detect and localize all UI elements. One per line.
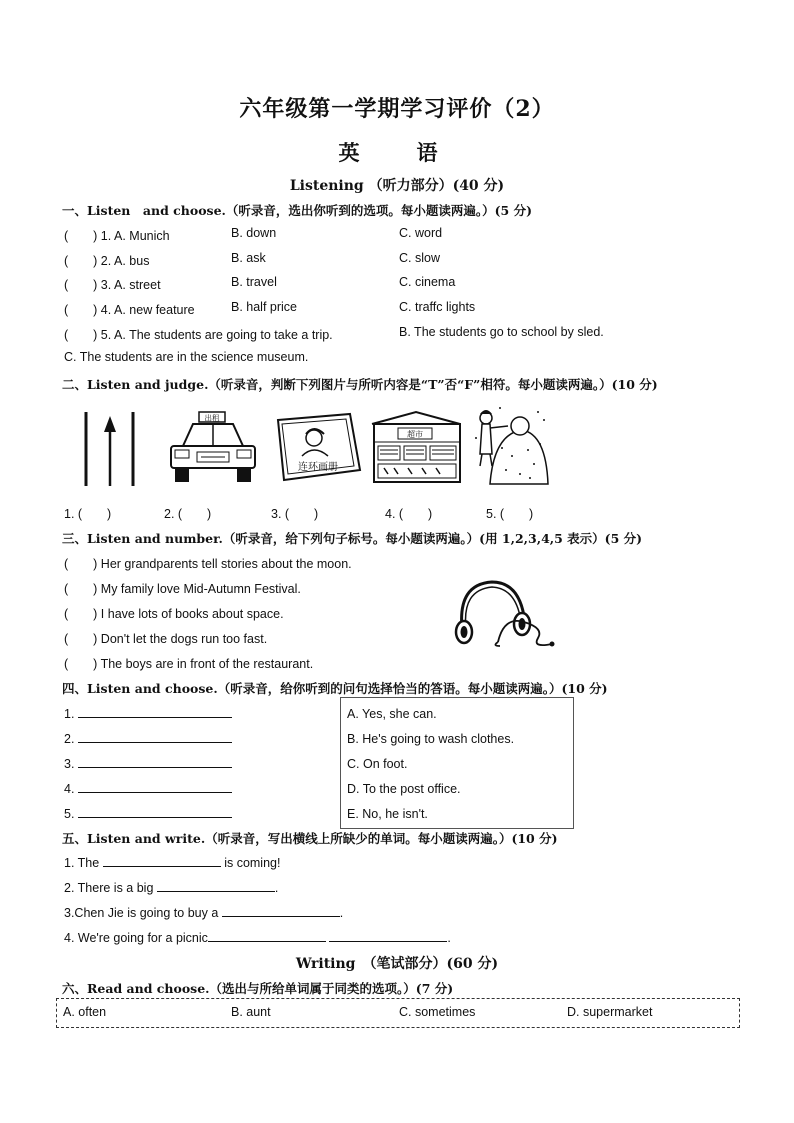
word-option-d: D. supermarket <box>567 1005 653 1019</box>
number-item-1: ( ) Her grandparents tell stories about the moon. <box>64 557 352 571</box>
q1-option-c: C. word <box>399 226 443 240</box>
answer-option-d: D. To the post office. <box>347 782 461 796</box>
section-2-heading: 二、Listen and judge.（听录音，判断下列图片与所听内容是“T”否“F”相符。每小题读两遍。）(10 分) <box>62 377 658 392</box>
q2-option-b: B. ask <box>231 251 266 265</box>
write-blank-2[interactable] <box>157 879 275 892</box>
market-sign-text: 超市 <box>407 430 423 439</box>
write-2-suffix: . <box>274 881 279 895</box>
picture-book-image <box>270 412 362 484</box>
judge-answer-3: 3. ( ) <box>271 507 319 521</box>
answer-num-4: 4. <box>64 782 75 796</box>
write-4-suffix: . <box>447 931 451 945</box>
answer-option-a: A. Yes, she can. <box>347 707 437 721</box>
number-item-5: ( ) The boys are in front of the restaurant. <box>64 657 314 671</box>
write-4-prefix: 4. We're going for a picnic <box>64 931 208 945</box>
q4-option-c: C. traffc lights <box>399 300 476 314</box>
answer-num-3: 3. <box>64 757 75 771</box>
taxi-picture <box>165 410 261 486</box>
q3-option-c: C. cinema <box>399 275 456 289</box>
q2-num: ( ) 2. A. bus <box>64 254 150 268</box>
q1-option-b: B. down <box>231 226 277 240</box>
write-1-suffix: is coming! <box>224 856 281 870</box>
answer-num-2: 2. <box>64 732 75 746</box>
section-1-heading: 一、Listen and choose.（听录音，选出你听到的选项。每小题读两遍。）(5 分) <box>62 203 533 218</box>
q5-option-a: ( ) 5. A. The students are going to take a trip. <box>64 328 333 342</box>
snowman-picture <box>472 404 552 490</box>
write-blank-4a[interactable] <box>208 929 326 942</box>
answer-option-b: B. He's going to wash clothes. <box>347 732 515 746</box>
answer-blank-2[interactable] <box>78 730 232 743</box>
answer-num-5: 5. <box>64 807 75 821</box>
number-item-2: ( ) My family love Mid-Autumn Festival. <box>64 582 301 596</box>
q4-num: ( ) 4. A. new feature <box>64 303 195 317</box>
word-option-a: A. often <box>63 1005 107 1019</box>
q3-num: ( ) 3. A. street <box>64 278 161 292</box>
judge-answer-1: 1. ( ) <box>64 507 112 521</box>
answer-blank-5[interactable] <box>78 805 232 818</box>
subject-title: 英 语 <box>338 140 456 165</box>
section-4-heading: 四、Listen and choose.（听录音，给你听到的问句选择恰当的答语。每小题读两遍。）(10 分) <box>62 681 608 696</box>
answer-num-1: 1. <box>64 707 75 721</box>
number-item-4: ( ) Don't let the dogs run too fast. <box>64 632 268 646</box>
page-title: 六年级第一学期学习评价（2） <box>239 96 555 122</box>
write-2-prefix: 2. There is a big <box>64 881 154 895</box>
book-title-text: 连环画册 <box>298 462 338 473</box>
writing-heading: Writing （笔试部分）(60 分) <box>295 956 499 972</box>
answer-blank-4[interactable] <box>78 780 232 793</box>
supermarket-picture <box>368 410 464 486</box>
q5-option-b: B. The students go to school by sled. <box>399 325 604 339</box>
section-3-heading: 三、Listen and number.（听录音，给下列句子标号。每小题读两遍。）(用 1,2,3,4,5 表示）(5 分) <box>62 531 643 546</box>
section-6-heading: 六、Read and choose.（选出与所给单词属于同类的选项。）(7 分) <box>62 981 454 996</box>
q3-option-b: B. travel <box>231 275 277 289</box>
write-3-suffix: . <box>339 906 344 920</box>
judge-answer-2: 2. ( ) <box>164 507 212 521</box>
write-blank-4b[interactable] <box>329 929 447 942</box>
answer-option-c: C. On foot. <box>347 757 408 771</box>
section-5-heading: 五、Listen and write.（听录音，写出横线上所缺少的单词。每小题读两遍。）(10 分) <box>62 831 558 846</box>
answer-options-box <box>340 697 574 829</box>
taxi-sign-text: 出租 <box>204 413 220 423</box>
q5-option-c: C. The students are in the science museum. <box>64 350 309 364</box>
word-option-b: B. aunt <box>231 1005 271 1019</box>
judge-answer-4: 4. ( ) <box>385 507 433 521</box>
q2-option-c: C. slow <box>399 251 440 265</box>
write-1-prefix: 1. The <box>64 856 100 870</box>
answer-blank-3[interactable] <box>78 755 232 768</box>
listening-heading: Listening （听力部分）(40 分) <box>289 178 505 194</box>
one-way-arrow-icon <box>80 410 140 488</box>
write-blank-3[interactable] <box>222 904 340 917</box>
write-blank-1[interactable] <box>103 854 221 867</box>
q1-num: ( ) 1. A. Munich <box>64 229 170 243</box>
judge-answer-5: 5. ( ) <box>486 507 534 521</box>
word-options-box <box>56 998 740 1028</box>
number-item-3: ( ) I have lots of books about space. <box>64 607 284 621</box>
q4-option-b: B. half price <box>231 300 298 314</box>
answer-option-e: E. No, he isn't. <box>347 807 428 821</box>
write-3-prefix: 3.Chen Jie is going to buy a <box>64 906 219 920</box>
word-option-c: C. sometimes <box>399 1005 476 1019</box>
headphones-icon <box>448 576 560 652</box>
answer-blank-1[interactable] <box>78 705 232 718</box>
